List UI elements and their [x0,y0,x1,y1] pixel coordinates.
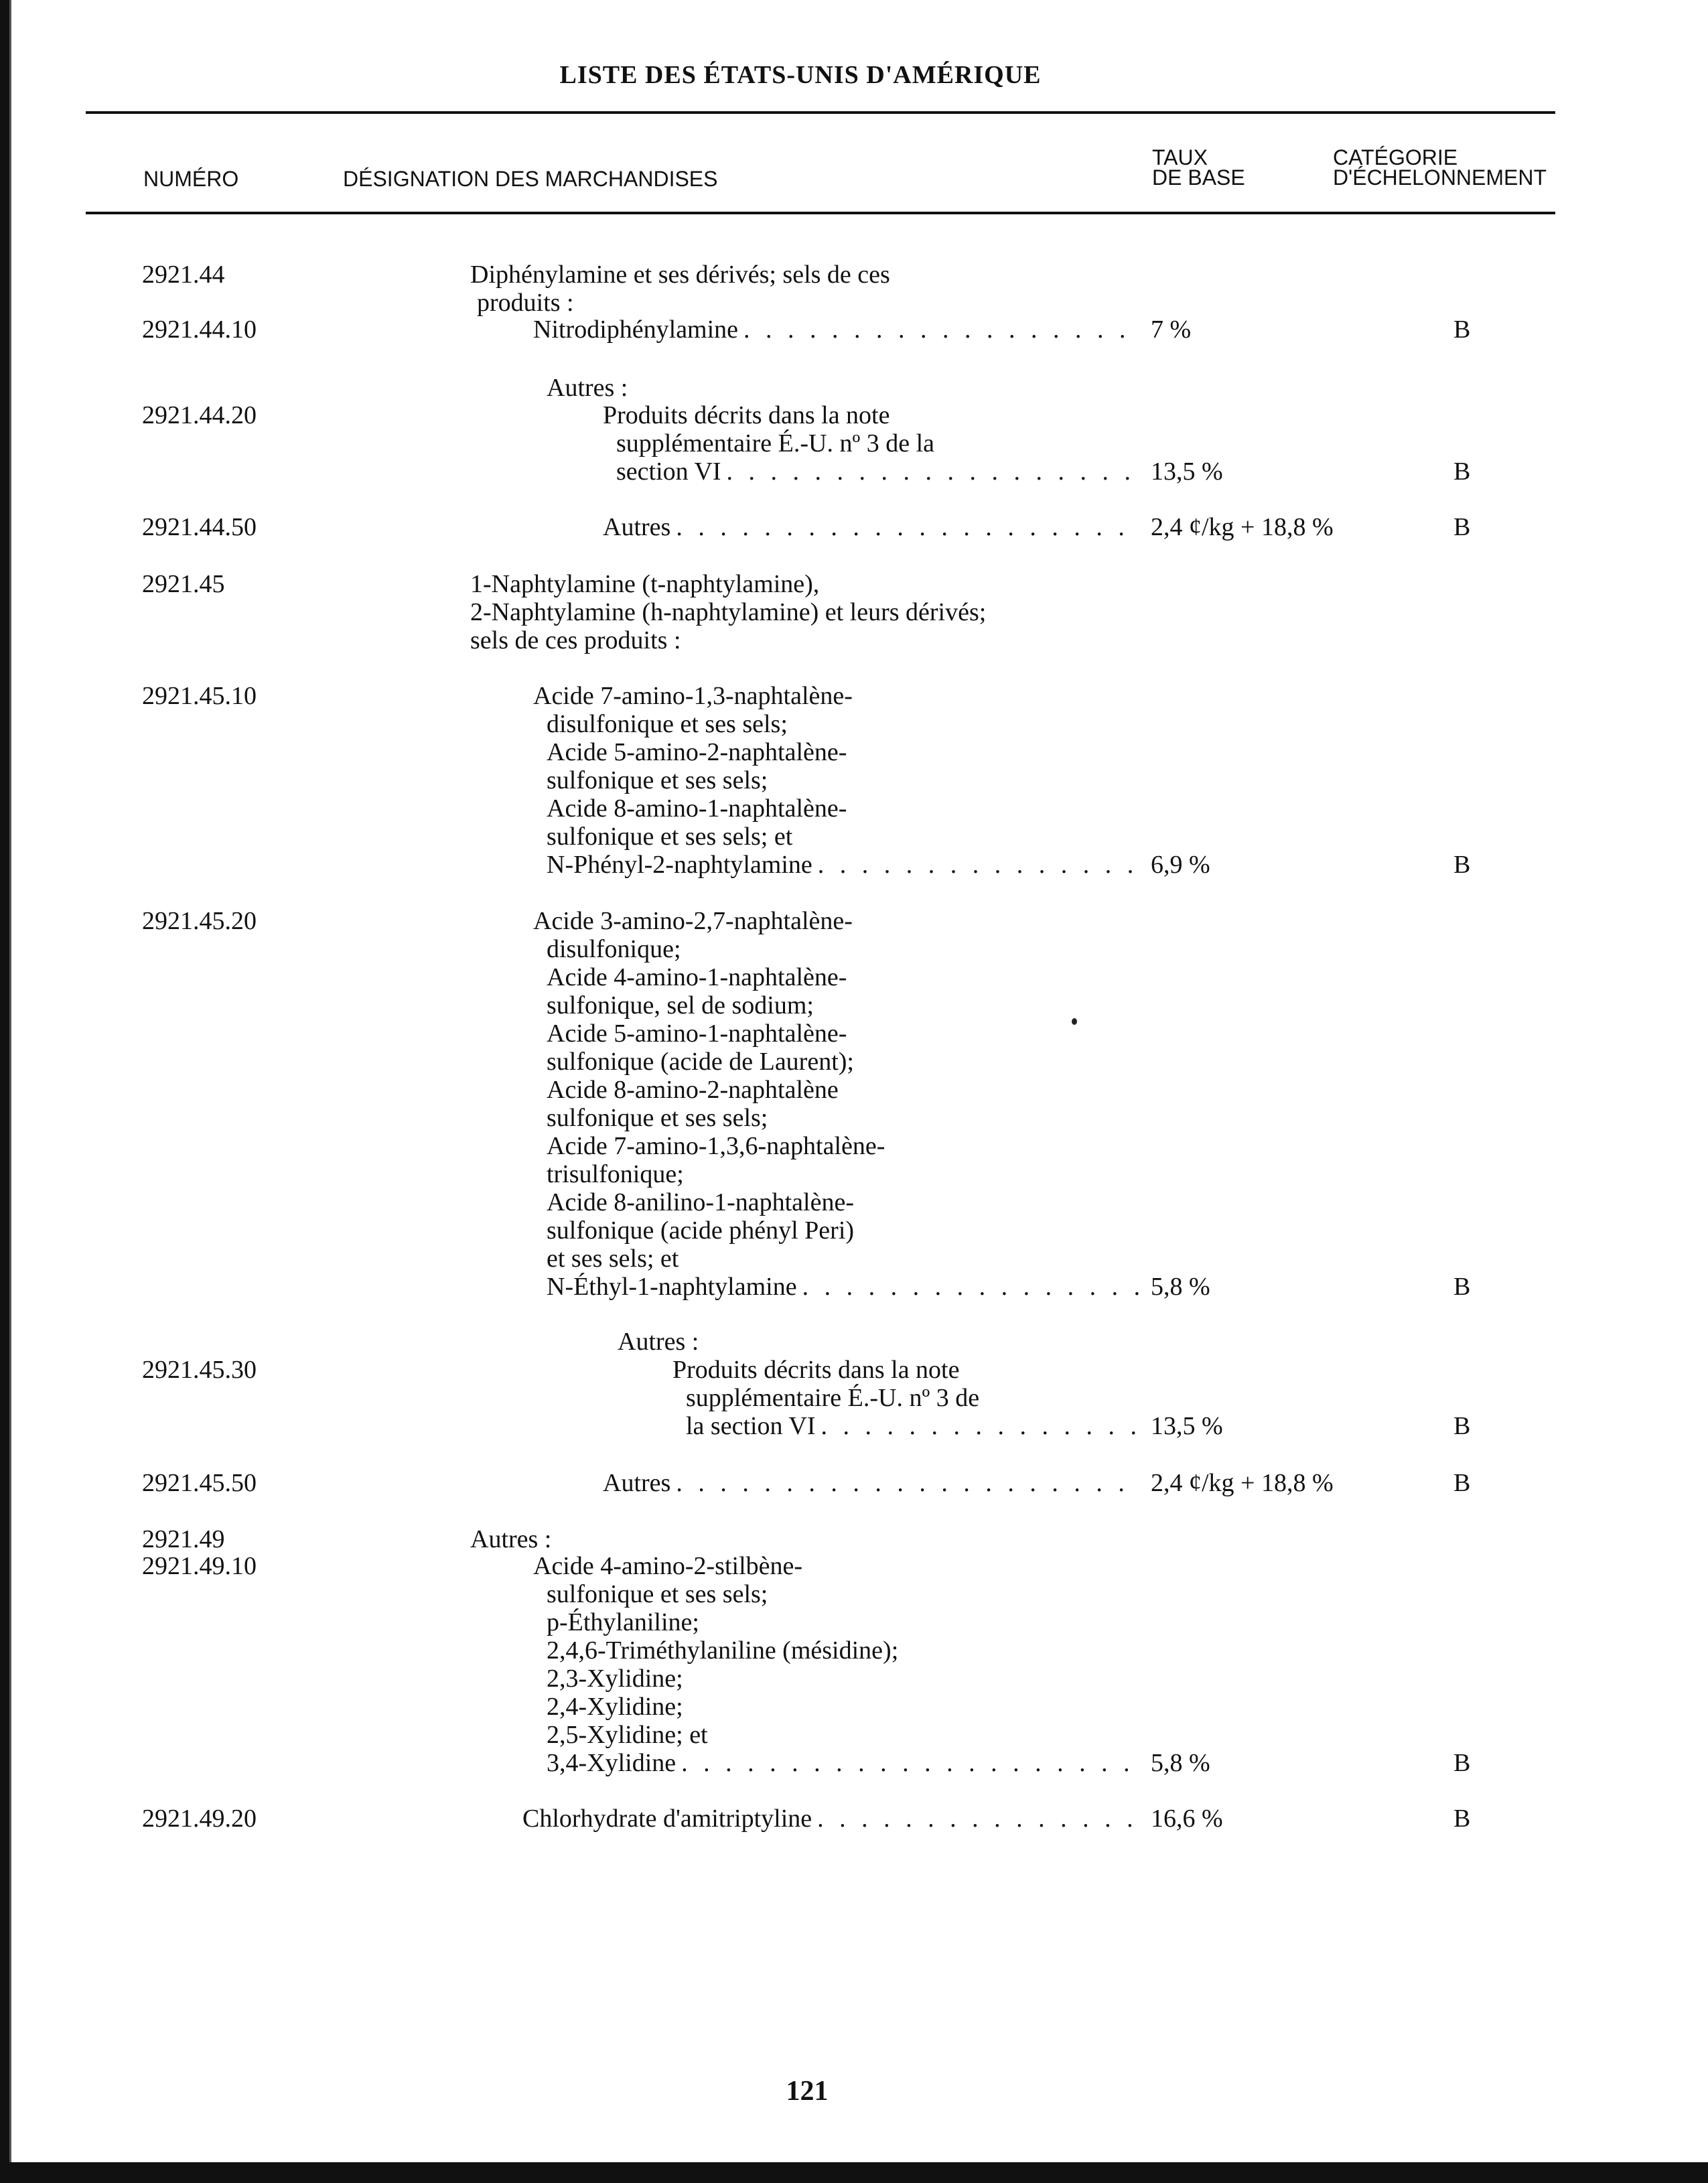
row-designation-text: Acide 4-amino-1-naphtalène- [547,963,847,991]
table-row [0,1720,1708,1752]
row-designation-text: 3,4-Xylidine [547,1749,677,1777]
table-row [0,1636,1708,1668]
row-designation [616,429,934,458]
table-row [0,822,1708,854]
row-designation-text: 2-Naphtylamine (h-naphtylamine) et leurs dérivés; [470,598,987,626]
row-designation [603,512,1139,542]
row-designation-text: produits : [477,289,574,317]
row-designation-text: N-Phényl-2-naphtylamine [547,851,812,879]
row-designation [470,1525,551,1554]
row-designation-text: section VI [616,457,721,486]
row-designation-text: Autres : [470,1525,552,1553]
header-top-rule [86,111,1555,114]
row-number: 2921.49.10 [142,1552,257,1580]
row-designation-text: Autres [603,1469,671,1497]
row-designation [547,1159,684,1189]
row-designation [547,373,628,403]
table-row [0,906,1708,938]
table-row [0,1272,1708,1304]
row-taux-de-base: 2,4 ¢/kg + 18,8 % [1151,1469,1334,1497]
table-row [0,1131,1708,1164]
row-categorie: B [1453,1273,1471,1301]
table-row [0,737,1708,770]
row-designation [603,401,889,430]
table-row [0,315,1708,347]
leader-dots [676,1468,1139,1498]
table-row [0,1551,1708,1583]
row-designation [547,1692,683,1721]
row-designation [616,457,1139,486]
table-row [0,1019,1708,1051]
row-designation-text: 2,5-Xylidine; et [547,1721,708,1749]
row-designation-text: Chlorhydrate d'amitriptyline [522,1805,812,1833]
row-designation-text: sulfonique et ses sels; [547,1580,768,1608]
row-number: 2921.44.50 [142,513,257,541]
row-designation-text: Produits décrits dans la note [603,401,890,429]
row-designation-text: Acide 3-amino-2,7-naphtalène- [533,907,853,935]
column-header-taux-line1: TAUX [1152,145,1208,169]
table-row [0,1355,1708,1387]
row-number: 2921.44.20 [142,401,257,429]
table-row [0,681,1708,713]
table-row [0,1383,1708,1415]
row-categorie: B [1453,315,1471,344]
row-designation [547,737,847,767]
table-row [0,1468,1708,1500]
row-designation [547,1636,898,1665]
row-designation-text: 2,4-Xylidine; [547,1693,683,1721]
leader-dots [676,512,1139,542]
table-row [0,1075,1708,1107]
row-number: 2921.49.20 [142,1805,257,1833]
page-number: 121 [786,2076,829,2107]
row-designation [533,315,1139,344]
row-number: 2921.45.50 [142,1469,257,1497]
row-designation [547,822,792,851]
leader-dots [681,1748,1139,1778]
row-designation [547,1272,1139,1301]
row-designation [547,963,847,992]
row-designation [547,1664,683,1693]
table-row [0,850,1708,882]
row-categorie: B [1453,1749,1471,1777]
row-designation [547,1720,708,1750]
table-row [0,963,1708,995]
row-designation [547,1188,854,1217]
row-categorie: B [1453,1412,1471,1440]
table-row [0,794,1708,826]
row-designation [547,1579,768,1609]
row-taux-de-base: 13,5 % [1151,1412,1223,1440]
table-row [0,457,1708,489]
row-taux-de-base: 5,8 % [1151,1749,1210,1777]
leader-dots [818,850,1139,879]
table-row [0,1103,1708,1135]
row-designation-text: sulfonique et ses sels; [547,1104,768,1132]
row-designation [686,1383,979,1413]
row-taux-de-base: 13,5 % [1151,457,1223,486]
row-designation-text: Acide 8-amino-1-naphtalène- [547,794,847,823]
row-designation-text: supplémentaire É.-U. nº 3 de la [616,429,935,457]
table-row [0,1188,1708,1220]
row-designation [470,626,681,655]
table-row [0,401,1708,433]
table-row [0,1664,1708,1696]
row-designation-text: Acide 4-amino-2-stilbène- [533,1552,803,1580]
row-designation-text: Acide 8-amino-2-naphtalène [547,1076,839,1104]
row-designation-text: disulfonique; [547,935,681,963]
row-designation-text: trisulfonique; [547,1160,684,1188]
row-designation [547,766,768,795]
leader-dots [817,1804,1139,1833]
row-designation [470,597,986,627]
row-designation [547,794,847,823]
row-categorie: B [1453,513,1471,541]
table-row [0,1579,1708,1612]
row-designation [533,1551,802,1581]
row-designation-text: 2,4,6-Triméthylaniline (mésidine); [547,1636,899,1665]
table-row [0,569,1708,602]
column-header-numero: NUMÉRO [143,167,239,191]
row-designation-text: sulfonique et ses sels; et [547,823,793,851]
row-taux-de-base: 16,6 % [1151,1805,1223,1833]
row-number: 2921.44.10 [142,315,257,344]
row-designation-text: disulfonique et ses sels; [547,710,788,738]
row-designation-text: et ses sels; et [547,1245,679,1273]
row-number: 2921.45.30 [142,1356,257,1384]
row-designation [547,850,1139,879]
leader-dots [743,315,1139,344]
column-header-designation: DÉSIGNATION DES MARCHANDISES [343,167,718,191]
table-row [0,1047,1708,1079]
row-designation-text: Autres : [618,1328,699,1356]
row-taux-de-base: 5,8 % [1151,1273,1210,1301]
row-designation [470,569,819,599]
leader-dots [727,457,1139,486]
row-designation-text: Diphénylamine et ses dérivés; sels de ces [470,261,890,289]
row-designation-text: Autres : [547,374,628,402]
row-designation [547,709,788,739]
scan-border-bottom [0,2162,1708,2183]
row-categorie: B [1453,1805,1471,1833]
row-taux-de-base: 7 % [1151,315,1192,344]
row-designation [547,1131,885,1161]
row-number: 2921.45.10 [142,682,257,710]
table-row [0,934,1708,967]
row-designation-text: p-Éthylaniline; [547,1608,699,1636]
row-categorie: B [1453,457,1471,486]
row-designation-text: la section VI [686,1412,816,1440]
row-designation-text: Acide 7-amino-1,3,6-naphtalène- [547,1132,885,1160]
row-designation-text: Acide 7-amino-1,3-naphtalène- [533,682,853,710]
row-taux-de-base: 2,4 ¢/kg + 18,8 % [1151,513,1334,541]
table-row [0,1748,1708,1780]
row-designation-text: 2,3-Xylidine; [547,1665,683,1693]
table-row [0,597,1708,630]
row-categorie: B [1453,851,1471,879]
row-designation [547,934,681,964]
table-row [0,709,1708,742]
row-designation [533,906,853,936]
row-number: 2921.45.20 [142,907,257,935]
row-designation-text: Nitrodiphénylamine [533,315,739,344]
row-designation-text: sulfonique et ses sels; [547,766,768,794]
table-row [0,1244,1708,1276]
row-designation-text: Autres [603,513,671,541]
table-row [0,1804,1708,1836]
row-designation [547,1244,679,1273]
table-row [0,1216,1708,1248]
row-number: 2921.44 [142,261,225,289]
row-taux-de-base: 6,9 % [1151,851,1210,879]
table-row [0,429,1708,461]
row-designation [618,1327,699,1356]
row-designation-text: Acide 8-anilino-1-naphtalène- [547,1188,854,1216]
row-designation-text: sulfonique (acide de Laurent); [547,1048,854,1076]
header-bottom-rule [86,212,1555,214]
row-designation [686,1411,1139,1441]
table-row [0,766,1708,798]
row-designation [547,1216,854,1245]
row-designation [522,1804,1139,1833]
row-designation [547,1075,839,1105]
row-categorie: B [1453,1469,1471,1497]
table-row [0,991,1708,1023]
table-row [0,1159,1708,1192]
table-row [0,1327,1708,1359]
row-designation [603,1468,1139,1498]
column-header-taux-line2: DE BASE [1152,165,1245,190]
table-row [0,1692,1708,1724]
leader-dots [821,1411,1139,1441]
row-designation [547,1748,1139,1778]
row-designation-text: 1-Naphtylamine (t-naphtylamine), [470,570,820,598]
row-designation-text: supplémentaire É.-U. nº 3 de [686,1384,980,1412]
row-designation-text: sulfonique (acide phényl Peri) [547,1216,855,1245]
row-designation [547,991,814,1020]
row-designation [477,288,574,318]
row-number: 2921.49 [142,1525,225,1553]
page-title: LISTE DES ÉTATS-UNIS D'AMÉRIQUE [559,61,1042,89]
row-designation-text: Produits décrits dans la note [672,1356,960,1384]
row-designation [672,1355,959,1385]
row-designation [547,1047,854,1076]
column-header-categorie-line2: D'ÉCHELONNEMENT [1333,165,1547,190]
row-designation [470,260,890,289]
row-designation [547,1608,699,1637]
row-designation [547,1019,847,1048]
row-designation [533,681,853,711]
table-row [0,512,1708,545]
row-number: 2921.45 [142,570,225,598]
row-designation-text: Acide 5-amino-2-naphtalène- [547,738,847,766]
row-designation [547,1103,768,1133]
table-row [0,1411,1708,1443]
row-designation-text: sulfonique, sel de sodium; [547,991,814,1019]
column-header-categorie-line1: CATÉGORIE [1333,145,1458,169]
row-designation-text: N-Éthyl-1-naphtylamine [547,1273,797,1301]
table-row [0,260,1708,292]
leader-dots [802,1272,1139,1301]
table-row [0,626,1708,658]
row-designation-text: sels de ces produits : [470,626,681,654]
table-row [0,1608,1708,1640]
row-designation-text: Acide 5-amino-1-naphtalène- [547,1019,847,1048]
